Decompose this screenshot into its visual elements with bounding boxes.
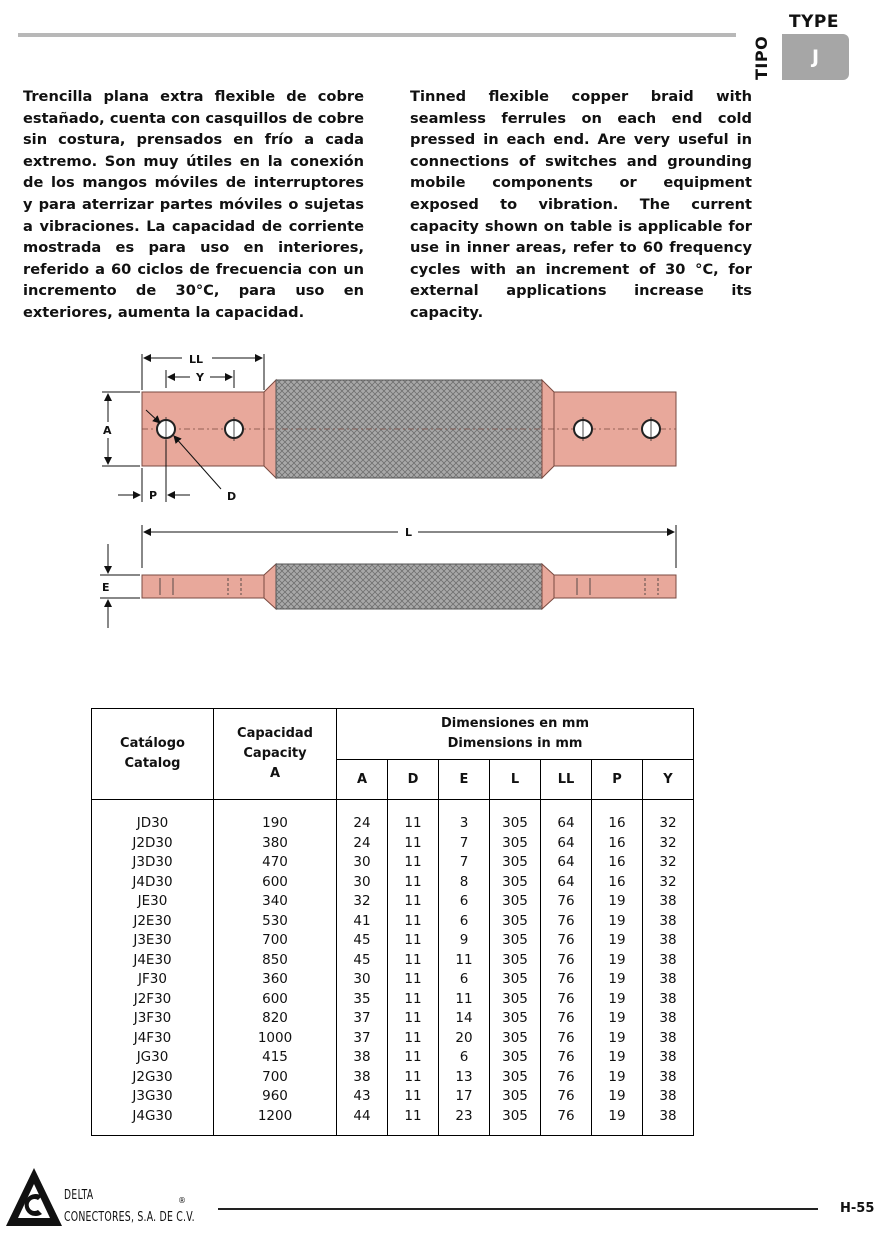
table-cell: 305 bbox=[502, 815, 528, 831]
table-cell: 305 bbox=[502, 1010, 528, 1026]
specifications-table bbox=[91, 708, 694, 1136]
table-cell: 960 bbox=[262, 1088, 288, 1104]
table-cell: 76 bbox=[557, 912, 575, 929]
table-cell: 305 bbox=[502, 1049, 528, 1065]
braid-side bbox=[276, 564, 542, 609]
table-cell: 19 bbox=[608, 1088, 626, 1104]
dim-y-label: Y bbox=[196, 371, 204, 384]
table-cell: J4F30 bbox=[133, 1029, 172, 1046]
table-cell: J2E30 bbox=[133, 912, 172, 929]
table-cell: 11 bbox=[404, 1049, 422, 1065]
table-cell: 7 bbox=[459, 854, 469, 870]
table-cell: 13 bbox=[455, 1068, 473, 1085]
table-cell: 64 bbox=[557, 834, 575, 851]
table-cell: 76 bbox=[557, 971, 575, 987]
table-cell: 19 bbox=[608, 990, 626, 1007]
dim-p-label: P bbox=[149, 489, 158, 502]
table-cell: 305 bbox=[502, 834, 528, 851]
table-cell: 415 bbox=[262, 1049, 288, 1065]
table-cell: 305 bbox=[502, 912, 528, 929]
table-cell: 32 bbox=[659, 815, 677, 831]
table-cell: 1200 bbox=[257, 1107, 293, 1124]
table-cell: 11 bbox=[455, 990, 473, 1007]
dim-ll-label: LL bbox=[189, 353, 204, 366]
table-cell: 470 bbox=[262, 854, 288, 870]
table-cell: 11 bbox=[404, 1088, 422, 1104]
table-cell: 3 bbox=[459, 815, 469, 831]
delta-logo bbox=[4, 1166, 64, 1228]
dimensions-header bbox=[337, 709, 694, 760]
table-cell: 44 bbox=[353, 1107, 371, 1124]
table-cell: J2G30 bbox=[132, 1068, 173, 1085]
table-cell: 38 bbox=[659, 990, 677, 1007]
type-badge: J bbox=[782, 34, 849, 80]
table-cell: 38 bbox=[353, 1049, 371, 1065]
table-cell: 19 bbox=[608, 912, 626, 929]
table-cell: J3F30 bbox=[133, 1010, 172, 1026]
description-spanish: Trencilla plana extra flexible de cobre estañado, cuenta con casquillos de cobre sin costura, prensados en frío a cada extremo. Son muy útiles en la conexión de los mangos móviles de interruptores y para aterrizar partes móviles o sujetas a vibraciones. La capacidad de corriente mostrada es para uso en interiores, referido a 60 ciclos de frecuencia con un incremento de 30°C, para uso en exteriores, aumenta la capacidad. bbox=[23, 88, 364, 321]
table-cell: 23 bbox=[455, 1107, 473, 1124]
company-name: DELTA bbox=[64, 1188, 94, 1203]
table-cell: 32 bbox=[353, 893, 371, 909]
table-cell: 20 bbox=[455, 1029, 473, 1046]
table-cell: 11 bbox=[404, 1029, 422, 1046]
table-cell: 305 bbox=[502, 893, 528, 909]
capacity-unit: A bbox=[269, 766, 281, 781]
table-cell: 19 bbox=[608, 1010, 626, 1026]
table-cell: 64 bbox=[557, 873, 575, 890]
catalog-header-en: Catalog bbox=[124, 756, 181, 771]
dim-l-label: L bbox=[405, 526, 413, 539]
col-p-header: P bbox=[592, 760, 643, 800]
table-cell: JF30 bbox=[138, 971, 167, 987]
table-cell: 38 bbox=[659, 1049, 677, 1065]
table-cell: 43 bbox=[353, 1088, 371, 1104]
table-cell: 11 bbox=[455, 951, 473, 968]
top-view bbox=[102, 353, 676, 503]
col-y-header: Y bbox=[643, 760, 694, 800]
table-cell: 64 bbox=[557, 854, 575, 870]
table-cell: 35 bbox=[353, 990, 371, 1007]
table-cell: 38 bbox=[659, 893, 677, 909]
table-cell: 76 bbox=[557, 932, 575, 948]
table-cell: 19 bbox=[608, 1107, 626, 1124]
table-cell: 305 bbox=[502, 951, 528, 968]
table-cell: 76 bbox=[557, 893, 575, 909]
l-column bbox=[490, 800, 541, 1136]
table-cell: JD30 bbox=[136, 815, 169, 831]
capacity-header-en: Capacity bbox=[243, 746, 307, 761]
table-cell: 700 bbox=[262, 932, 288, 948]
table-cell: 19 bbox=[608, 893, 626, 909]
table-cell: 6 bbox=[459, 971, 469, 987]
connector-drawing bbox=[0, 340, 878, 640]
col-a-header: A bbox=[337, 760, 388, 800]
table-cell: 19 bbox=[608, 951, 626, 968]
table-cell: 305 bbox=[502, 1068, 528, 1085]
table-cell: 37 bbox=[353, 1029, 371, 1046]
table-cell: 76 bbox=[557, 1107, 575, 1124]
table-cell: 16 bbox=[608, 873, 626, 890]
company-subtitle: CONECTORES, S.A. DE C.V. bbox=[64, 1210, 195, 1225]
table-cell: 38 bbox=[659, 912, 677, 929]
page-number: H-55 bbox=[840, 1201, 875, 1216]
table-cell: 600 bbox=[262, 990, 288, 1007]
table-cell: 11 bbox=[404, 834, 422, 851]
table-cell: 30 bbox=[353, 873, 371, 890]
table-cell: 30 bbox=[353, 971, 371, 987]
table-cell: J2F30 bbox=[133, 990, 172, 1007]
table-cell: 32 bbox=[659, 873, 677, 890]
table-cell: 190 bbox=[262, 815, 288, 831]
capacity-header-es: Capacidad bbox=[237, 726, 313, 741]
table-cell: 16 bbox=[608, 815, 626, 831]
table-cell: 38 bbox=[659, 971, 677, 987]
table-cell: 8 bbox=[459, 873, 469, 890]
table-cell: 600 bbox=[262, 873, 288, 890]
catalog-header bbox=[92, 709, 214, 800]
table-cell: 700 bbox=[262, 1068, 288, 1085]
col-l-header: L bbox=[490, 760, 541, 800]
table-cell: J4G30 bbox=[132, 1107, 173, 1124]
table-cell: 38 bbox=[659, 1068, 677, 1085]
table-cell: 45 bbox=[353, 951, 371, 968]
header-rule bbox=[18, 33, 736, 37]
table-cell: 24 bbox=[353, 815, 371, 831]
table-cell: 6 bbox=[459, 893, 469, 909]
table-cell: 76 bbox=[557, 951, 575, 968]
table-cell: 38 bbox=[659, 932, 677, 948]
table-cell: 38 bbox=[659, 1029, 677, 1046]
table-cell: J4D30 bbox=[132, 873, 173, 890]
table-cell: 19 bbox=[608, 932, 626, 948]
table-cell: 11 bbox=[404, 990, 422, 1007]
table-cell: 76 bbox=[557, 1029, 575, 1046]
table-cell: 11 bbox=[404, 932, 422, 948]
table-cell: 41 bbox=[353, 912, 371, 929]
table-cell: 38 bbox=[353, 1068, 371, 1085]
description-english: Tinned flexible copper braid with seamless ferrules on each end cold pressed in each end. Are very useful in connections of switches and grounding mobile components or equipment exposed to vibration. The current capacity shown on table is applicable for use in inner areas, refer to 60 frequency cycles with an increment of 30 °C, for external applications increase its capacity. bbox=[410, 88, 752, 321]
table-body bbox=[92, 800, 694, 1136]
table-cell: 340 bbox=[262, 893, 288, 909]
table-cell: 38 bbox=[659, 951, 677, 968]
y-column bbox=[643, 800, 694, 1136]
table-cell: 76 bbox=[557, 1049, 575, 1065]
table-cell: 64 bbox=[557, 815, 575, 831]
table-cell: 11 bbox=[404, 1010, 422, 1026]
table-cell: 360 bbox=[262, 971, 288, 987]
table-cell: 16 bbox=[608, 854, 626, 870]
table-cell: 14 bbox=[455, 1010, 473, 1026]
table-cell: 380 bbox=[262, 834, 288, 851]
dim-e-label: E bbox=[102, 581, 110, 594]
table-cell: 11 bbox=[404, 893, 422, 909]
table-cell: 305 bbox=[502, 1088, 528, 1104]
dim-a-label: A bbox=[103, 424, 112, 437]
table-cell: 32 bbox=[659, 854, 677, 870]
table-cell: 37 bbox=[353, 1010, 371, 1026]
table-cell: 6 bbox=[459, 912, 469, 929]
table-cell: 305 bbox=[502, 971, 528, 987]
table-cell: 76 bbox=[557, 1010, 575, 1026]
table-cell: 305 bbox=[502, 854, 528, 870]
ll-column bbox=[541, 800, 592, 1136]
d-column bbox=[388, 800, 439, 1136]
capacity-header bbox=[214, 709, 337, 800]
dim-d-label: D bbox=[227, 490, 237, 503]
table-cell: 9 bbox=[459, 932, 469, 948]
table-cell: 11 bbox=[404, 815, 422, 831]
table-cell: 530 bbox=[262, 912, 288, 929]
table-cell: 45 bbox=[353, 932, 371, 948]
table-cell: J3G30 bbox=[132, 1088, 173, 1104]
table-cell: 16 bbox=[608, 834, 626, 851]
table-cell: 76 bbox=[557, 990, 575, 1007]
side-view bbox=[100, 525, 676, 628]
e-column bbox=[439, 800, 490, 1136]
table-cell: 6 bbox=[459, 1049, 469, 1065]
table-cell: 11 bbox=[404, 1107, 422, 1124]
table-cell: J2D30 bbox=[132, 834, 173, 851]
table-cell: JE30 bbox=[137, 893, 168, 909]
table-cell: 11 bbox=[404, 951, 422, 968]
table-cell: JG30 bbox=[136, 1049, 169, 1065]
table-cell: 38 bbox=[659, 1010, 677, 1026]
catalog-column bbox=[92, 800, 214, 1136]
table-cell: 76 bbox=[557, 1068, 575, 1085]
table-cell: 24 bbox=[353, 834, 371, 851]
table-cell: 305 bbox=[502, 1029, 528, 1046]
table-cell: 305 bbox=[502, 932, 528, 948]
dimensions-header-en: Dimensions in mm bbox=[447, 736, 583, 751]
table-cell: 30 bbox=[353, 854, 371, 870]
table-cell: 7 bbox=[459, 834, 469, 851]
a-column bbox=[337, 800, 388, 1136]
table-cell: 38 bbox=[659, 1088, 677, 1104]
table-cell: 19 bbox=[608, 1068, 626, 1085]
table-cell: 1000 bbox=[257, 1029, 293, 1046]
tipo-label: TIPO bbox=[752, 35, 771, 80]
footer-rule bbox=[218, 1208, 818, 1210]
table-cell: 11 bbox=[404, 854, 422, 870]
table-cell: 305 bbox=[502, 873, 528, 890]
table-cell: J3D30 bbox=[132, 854, 173, 870]
table-cell: 11 bbox=[404, 971, 422, 987]
p-column bbox=[592, 800, 643, 1136]
table-cell: 11 bbox=[404, 1068, 422, 1085]
col-d-header: D bbox=[388, 760, 439, 800]
table-cell: 76 bbox=[557, 1088, 575, 1104]
table-cell: 19 bbox=[608, 971, 626, 987]
table-cell: 32 bbox=[659, 834, 677, 851]
table-cell: 305 bbox=[502, 990, 528, 1007]
catalog-header-es: Catálogo bbox=[120, 736, 185, 751]
table-cell: 19 bbox=[608, 1049, 626, 1065]
table-cell: 17 bbox=[455, 1088, 473, 1104]
dimensions-header-es: Dimensiones en mm bbox=[440, 716, 589, 731]
table-cell: 820 bbox=[262, 1010, 288, 1026]
table-cell: 11 bbox=[404, 873, 422, 890]
col-e-header: E bbox=[439, 760, 490, 800]
col-ll-header: LL bbox=[541, 760, 592, 800]
table-cell: J3E30 bbox=[133, 932, 172, 948]
table-cell: 38 bbox=[659, 1107, 677, 1124]
capacity-column bbox=[214, 800, 337, 1136]
table-cell: 305 bbox=[502, 1107, 528, 1124]
type-label: TYPE bbox=[789, 12, 839, 32]
registered-mark: ® bbox=[178, 1196, 186, 1205]
table-cell: 850 bbox=[262, 951, 288, 968]
table-cell: J4E30 bbox=[133, 951, 172, 968]
table-cell: 19 bbox=[608, 1029, 626, 1046]
table-cell: 11 bbox=[404, 912, 422, 929]
